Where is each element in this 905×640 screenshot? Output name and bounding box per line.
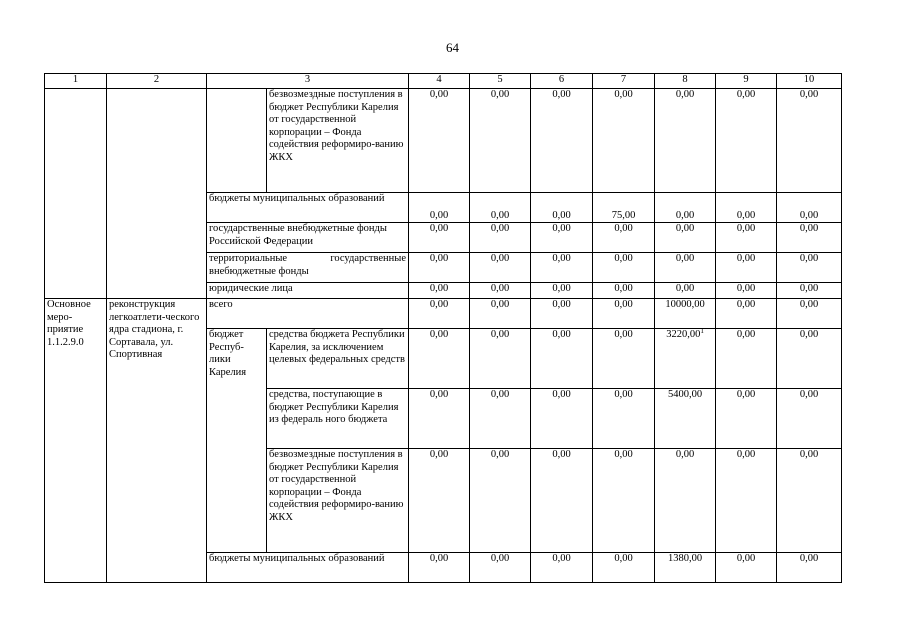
- funding-source: средства бюджета Республики Карелия, за исключением целевых федеральных средств: [267, 329, 409, 389]
- funding-source: безвозмездные поступления в бюджет Республики Карелия от государственной корпорации – Фонда содействия реформиро-ванию ЖКХ: [267, 89, 409, 193]
- value-cell: 0,00: [777, 299, 842, 329]
- value-cell: 0,00: [655, 283, 716, 299]
- value-cell: 1380,00: [655, 553, 716, 583]
- measure-name: реконструкция легкоатлети-ческого ядра стадиона, г. Сортавала, ул. Спортивная: [107, 299, 207, 583]
- value-cell: 0,00: [716, 283, 777, 299]
- value-cell: 0,00: [777, 329, 842, 389]
- value-cell: 0,00: [593, 389, 655, 449]
- value-cell: 0,00: [409, 223, 470, 253]
- header-cell: 10: [777, 74, 842, 89]
- value-cell: 0,00: [716, 89, 777, 193]
- header-cell: 3: [207, 74, 409, 89]
- value-cell: 0,00: [470, 389, 531, 449]
- value-cell: 0,00: [716, 299, 777, 329]
- value-cell: 0,00: [593, 283, 655, 299]
- value-cell: 0,00: [409, 449, 470, 553]
- value-cell: 0,00: [593, 553, 655, 583]
- value-text: 3220,00: [666, 329, 701, 340]
- header-cell: 8: [655, 74, 716, 89]
- funding-source: средства, поступающие в бюджет Республики Карелия из федераль ного бюджета: [267, 389, 409, 449]
- value-cell: 0,00: [470, 553, 531, 583]
- header-cell: 9: [716, 74, 777, 89]
- value-cell: 0,00: [777, 193, 842, 223]
- value-cell: 0,00: [777, 389, 842, 449]
- footnote-marker: 1: [700, 327, 704, 335]
- value-cell: 0,00: [531, 193, 593, 223]
- header-cell: 4: [409, 74, 470, 89]
- value-cell: 0,00: [593, 223, 655, 253]
- value-cell: 0,00: [409, 283, 470, 299]
- value-cell: 0,00: [531, 553, 593, 583]
- value-cell: 0,00: [470, 283, 531, 299]
- value-cell: 0,00: [470, 89, 531, 193]
- header-cell: 1: [45, 74, 107, 89]
- value-cell: 0,00: [655, 223, 716, 253]
- value-cell: 0,00: [716, 223, 777, 253]
- budget-group: бюджет Респуб-лики Карелия: [207, 329, 267, 553]
- header-cell: 7: [593, 74, 655, 89]
- funding-source: территориальные государственные внебюджетные фонды: [207, 253, 409, 283]
- value-cell: 0,00: [470, 253, 531, 283]
- value-cell: 0,00: [655, 449, 716, 553]
- value-cell: 0,00: [716, 193, 777, 223]
- value-cell: 0,00: [716, 329, 777, 389]
- table-row: [45, 89, 842, 193]
- table-row: [45, 299, 842, 329]
- value-cell: 0,00: [777, 449, 842, 553]
- funding-source: юридические лица: [207, 283, 409, 299]
- value-cell: 0,00: [531, 389, 593, 449]
- value-cell: 0,00: [470, 193, 531, 223]
- value-cell: 0,00: [777, 223, 842, 253]
- empty-cell: [107, 89, 207, 299]
- value-cell: 0,00: [409, 389, 470, 449]
- value-cell: 75,00: [593, 193, 655, 223]
- funding-source: бюджеты муниципальных образований: [207, 193, 409, 223]
- budget-table: [44, 73, 842, 583]
- value-cell: 0,00: [531, 329, 593, 389]
- value-cell: 0,00: [531, 223, 593, 253]
- value-cell: 0,00: [531, 283, 593, 299]
- value-cell: 10000,00: [655, 299, 716, 329]
- value-cell: 0,00: [470, 449, 531, 553]
- value-cell: 0,00: [409, 89, 470, 193]
- empty-cell: [207, 89, 267, 193]
- value-cell: 0,00: [716, 389, 777, 449]
- value-cell: 0,00: [531, 449, 593, 553]
- value-cell: 0,00: [777, 89, 842, 193]
- value-cell: 0,00: [716, 553, 777, 583]
- value-cell: 0,00: [777, 253, 842, 283]
- value-cell: 0,00: [409, 553, 470, 583]
- value-cell: 0,00: [655, 253, 716, 283]
- measure-code: Основное меро-приятие 1.1.2.9.0: [45, 299, 107, 583]
- value-cell: [655, 329, 716, 389]
- funding-source: бюджеты муниципальных образований: [207, 553, 409, 583]
- value-cell: 0,00: [409, 299, 470, 329]
- value-cell: 0,00: [716, 449, 777, 553]
- header-cell: 2: [107, 74, 207, 89]
- value-cell: 0,00: [470, 223, 531, 253]
- value-cell: 0,00: [470, 299, 531, 329]
- funding-source: всего: [207, 299, 409, 329]
- value-cell: 0,00: [655, 89, 716, 193]
- value-cell: 0,00: [716, 253, 777, 283]
- value-cell: 0,00: [593, 449, 655, 553]
- value-cell: 0,00: [409, 193, 470, 223]
- value-cell: 0,00: [593, 329, 655, 389]
- value-cell: 0,00: [655, 193, 716, 223]
- value-cell: 0,00: [531, 253, 593, 283]
- value-cell: 0,00: [470, 329, 531, 389]
- value-cell: 0,00: [409, 329, 470, 389]
- header-cell: 6: [531, 74, 593, 89]
- value-cell: 0,00: [593, 299, 655, 329]
- value-cell: 0,00: [777, 283, 842, 299]
- empty-cell: [45, 89, 107, 299]
- value-cell: 0,00: [593, 89, 655, 193]
- header-row: [45, 74, 842, 89]
- value-cell: 0,00: [593, 253, 655, 283]
- value-cell: 0,00: [531, 299, 593, 329]
- value-cell: 0,00: [409, 253, 470, 283]
- funding-source: безвозмездные поступления в бюджет Республики Карелия от государственной корпорации – Фонда содействия реформиро-ванию ЖКХ: [267, 449, 409, 553]
- page-number: 64: [446, 40, 459, 55]
- funding-source: государственные внебюджетные фонды Российской Федерации: [207, 223, 409, 253]
- value-cell: 5400,00: [655, 389, 716, 449]
- header-cell: 5: [470, 74, 531, 89]
- value-cell: 0,00: [531, 89, 593, 193]
- value-cell: 0,00: [777, 553, 842, 583]
